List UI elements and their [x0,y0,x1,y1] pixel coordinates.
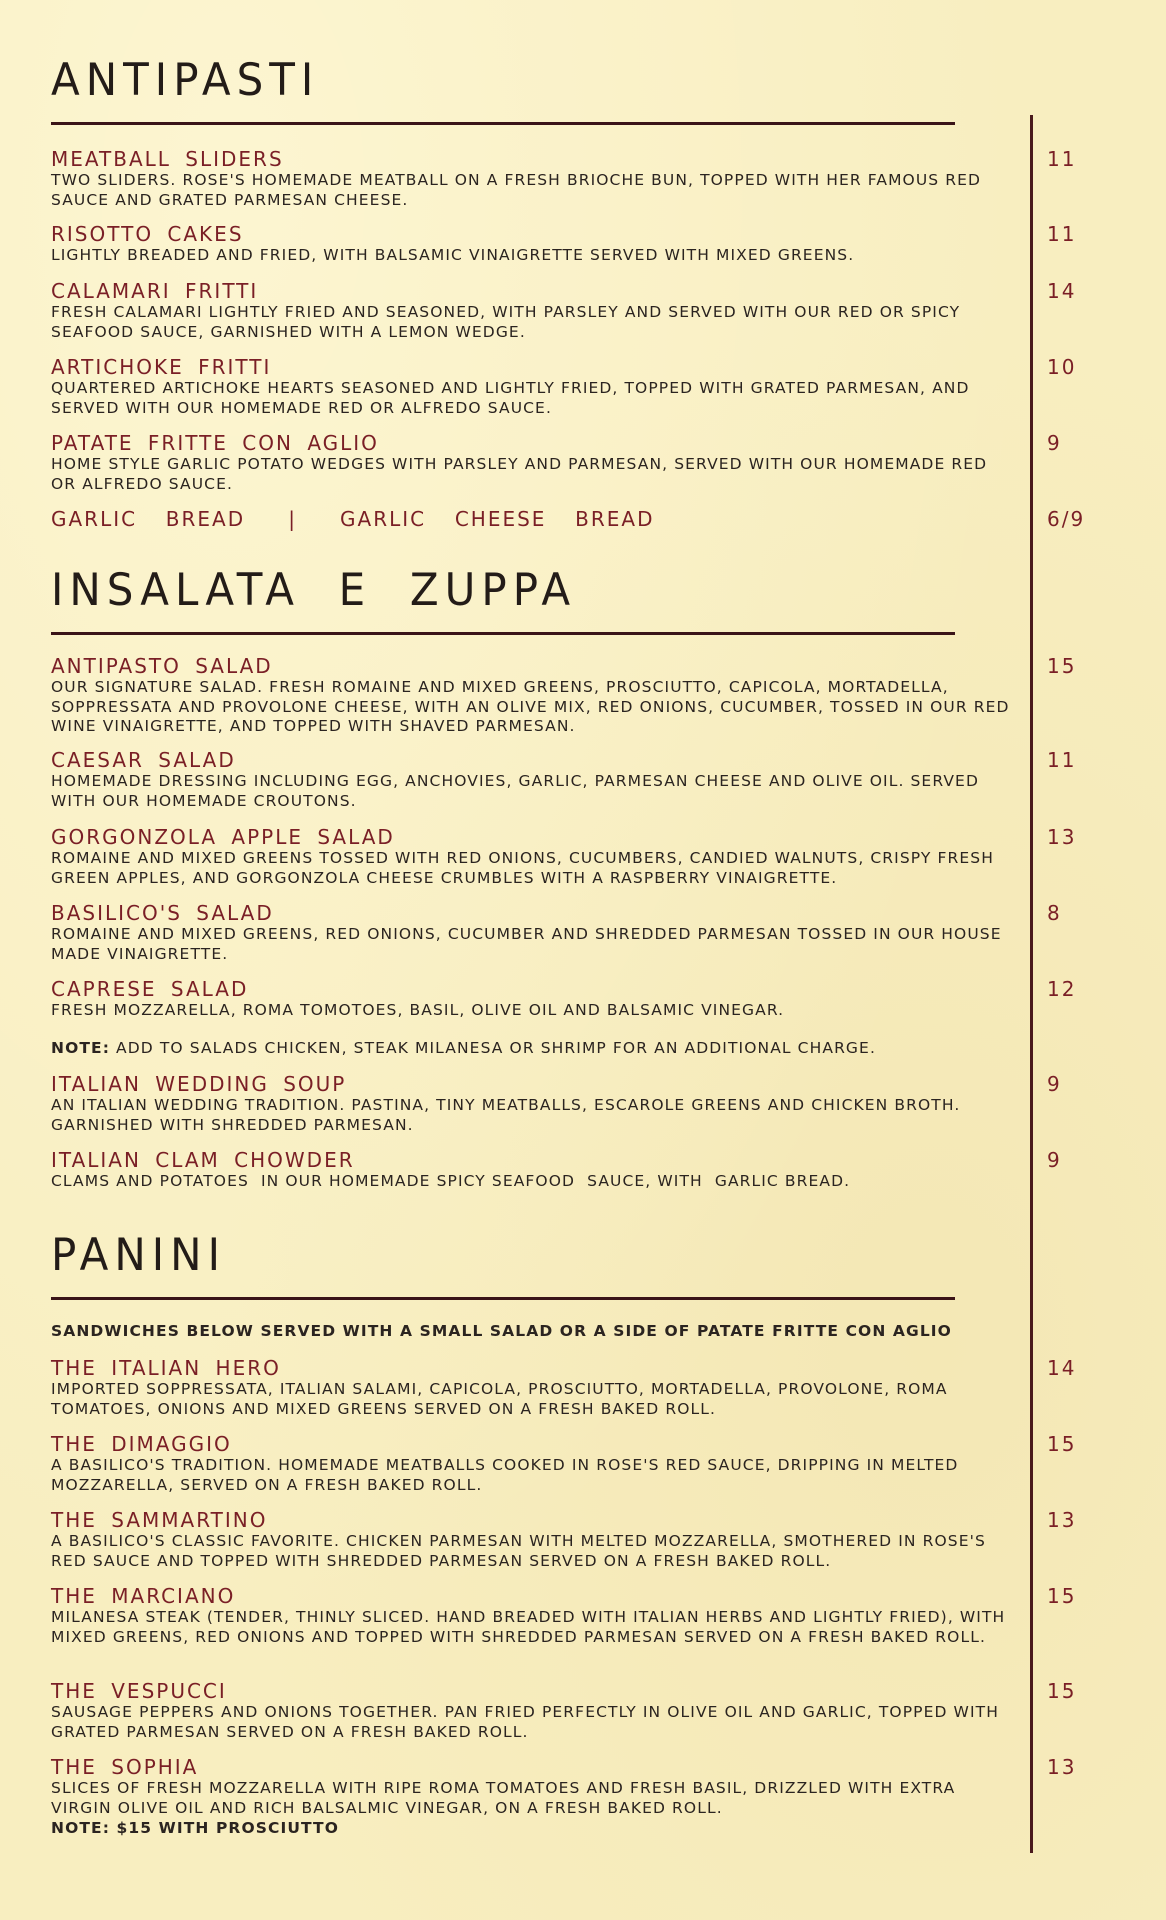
section-title-panini: PANINI [51,1228,226,1281]
section-antipasti [51,53,1151,125]
item-description: OUR SIGNATURE SALAD. FRESH ROMAINE AND MIXED GREENS, PROSCIUTTO, CAPICOLA, MORTADELLA, SOPPRESSATA AND PROVOLONE CHEESE, WITH AN OLIVE MIX, RED ONIONS, CUCUMBER, TOSSED IN OUR RED WINE VINAIGRETTE, AND TOPPED WITH SHAVED PARMESAN. [51,678,1010,735]
item-description: SLICES OF FRESH MOZZARELLA WITH RIPE ROMA TOMATOES AND FRESH BASIL, DRIZZLED WITH EXTRA VIRGIN OLIVE OIL AND RICH BALSALMIC VINEGAR, ON A FRESH BAKED ROLL. [51,1779,956,1817]
item-price: 12 [1047,977,1077,1001]
item-name: BASILICO'S SALAD [51,901,274,925]
item-description: A BASILICO'S TRADITION. HOMEMADE MEATBALLS COOKED IN ROSE'S RED SAUCE, DRIPPING IN MELTED MOZZARELLA, SERVED ON A FRESH BAKED ROLL. [51,1456,959,1494]
item-description: AN ITALIAN WEDDING TRADITION. PASTINA, TINY MEATBALLS, ESCAROLE GREENS AND CHICKEN BROTH. GARNISHED WITH SHREDDED PARMESAN. [51,1096,961,1134]
section-rule [51,122,955,125]
item-price: 13 [1047,1508,1077,1532]
item-name: MEATBALL SLIDERS [51,147,284,171]
item-price: 10 [1047,355,1077,379]
salad-note [51,1039,1031,1057]
item-name: THE DIMAGGIO [51,1432,232,1456]
item-name: ITALIAN CLAM CHOWDER [51,1148,355,1172]
menu-item [51,1679,1151,1742]
menu-item [51,1755,1151,1838]
item-price: 14 [1047,1356,1077,1380]
item-price: 8 [1047,901,1062,925]
item-description: FRESH CALAMARI LIGHTLY FRIED AND SEASONED, WITH PARSLEY AND SERVED WITH OUR RED OR SPICY SEAFOOD SAUCE, GARNISHED WITH A LEMON WEDGE. [51,303,961,341]
menu-item [51,1148,1151,1192]
item-price: 15 [1047,654,1077,678]
item-price: 13 [1047,1755,1077,1779]
item-description: ROMAINE AND MIXED GREENS, RED ONIONS, CUCUMBER AND SHREDDED PARMESAN TOSSED IN OUR HOUSE MADE VINAIGRETTE. [51,925,1002,963]
item-price: 11 [1047,748,1077,772]
item-price: 6/9 [1047,507,1086,531]
menu-item [51,1584,1151,1647]
menu-item [51,1072,1151,1135]
item-name: RISOTTO CAKES [51,222,244,246]
item-price: 15 [1047,1679,1077,1703]
item-name: THE SAMMARTINO [51,1508,268,1532]
menu-item [51,654,1151,737]
note-text: ADD TO SALADS CHICKEN, STEAK MILANESA OR SHRIMP FOR AN ADDITIONAL CHARGE. [110,1039,876,1057]
item-name: ITALIAN WEDDING SOUP [51,1072,347,1096]
note-label: NOTE: [51,1039,111,1057]
sophia-note: NOTE: $15 WITH PROSCIUTTO [51,1819,340,1837]
item-description: QUARTERED ARTICHOKE HEARTS SEASONED AND LIGHTLY FRIED, TOPPED WITH GRATED PARMESAN, AND SERVED WITH OUR HOMEMADE RED OR ALFREDO SAUCE. [51,379,970,417]
section-insalata [51,563,1151,635]
item-description: A BASILICO'S CLASSIC FAVORITE. CHICKEN PARMESAN WITH MELTED MOZZARELLA, SMOTHERED IN ROSE'S RED SAUCE AND TOPPED WITH SHREDDED PARMESAN SERVED ON A FRESH BAKED ROLL. [51,1532,986,1570]
menu-item [51,977,1151,1021]
panini-subtitle: SANDWICHES BELOW SERVED WITH A SMALL SALAD OR A SIDE OF PATATE FRITTE CON AGLIO [51,1322,952,1340]
item-name: CAESAR SALAD [51,748,236,772]
item-name: THE MARCIANO [51,1584,236,1608]
menu-item [51,1356,1151,1419]
item-price: 9 [1047,1072,1062,1096]
menu-item [51,279,1151,342]
section-title-antipasti: ANTIPASTI [51,53,320,106]
item-price: 11 [1047,147,1077,171]
item-description: TWO SLIDERS. ROSE'S HOMEMADE MEATBALL ON A FRESH BRIOCHE BUN, TOPPED WITH HER FAMOUS RED SAUCE AND GRATED PARMESAN CHEESE. [51,171,982,209]
item-price: 13 [1047,825,1077,849]
section-rule [51,1297,955,1300]
item-description: MILANESA STEAK (TENDER, THINLY SLICED. HAND BREADED WITH ITALIAN HERBS AND LIGHTLY FRIED), WITH MIXED GREENS, RED ONIONS AND TOPPED WITH SHREDDED PARMESAN SERVED ON A FRESH BAKED ROLL. [51,1608,1006,1646]
item-name: CALAMARI FRITTI [51,279,259,303]
item-description: LIGHTLY BREADED AND FRIED, WITH BALSAMIC VINAIGRETTE SERVED WITH MIXED GREENS. [51,246,855,264]
item-description: SAUSAGE PEPPERS AND ONIONS TOGETHER. PAN FRIED PERFECTLY IN OLIVE OIL AND GARLIC, TOPPED WITH GRATED PARMESAN SERVED ON A FRESH BAKED ROLL. [51,1703,999,1741]
section-rule [51,632,955,635]
item-name: ARTICHOKE FRITTI [51,355,272,379]
menu-item [51,507,1151,531]
menu-item [51,355,1151,418]
menu-item [51,1508,1151,1571]
section-title-insalata: INSALATA E ZUPPA [51,563,577,616]
menu-item [51,431,1151,494]
menu-item [51,1432,1151,1495]
menu-item [51,748,1151,811]
item-price: 15 [1047,1584,1077,1608]
item-description: CLAMS AND POTATOES IN OUR HOMEMADE SPICY SEAFOOD SAUCE, WITH GARLIC BREAD. [51,1172,851,1190]
item-name: PATATE FRITTE CON AGLIO [51,431,379,455]
section-panini [51,1228,1151,1300]
item-name: CAPRESE SALAD [51,977,249,1001]
item-description: ROMAINE AND MIXED GREENS TOSSED WITH RED ONIONS, CUCUMBERS, CANDIED WALNUTS, CRISPY FRESH GREEN APPLES, AND GORGONZOLA CHEESE CRUMBLES WITH A RASPBERRY VINAIGRETTE. [51,849,994,887]
item-price: 9 [1047,1148,1062,1172]
item-name: ANTIPASTO SALAD [51,654,273,678]
menu-item [51,147,1151,210]
item-price: 9 [1047,431,1062,455]
item-name: THE VESPUCCI [51,1679,227,1703]
menu-item [51,901,1151,964]
item-name: GARLIC BREAD | GARLIC CHEESE BREAD [51,507,655,531]
item-name: GORGONZOLA APPLE SALAD [51,825,395,849]
item-description: FRESH MOZZARELLA, ROMA TOMOTOES, BASIL, OLIVE OIL AND BALSAMIC VINEGAR. [51,1001,785,1019]
menu-item [51,825,1151,888]
item-price: 14 [1047,279,1077,303]
item-description: HOME STYLE GARLIC POTATO WEDGES WITH PARSLEY AND PARMESAN, SERVED WITH OUR HOMEMADE RED OR ALFREDO SAUCE. [51,455,988,493]
item-price: 15 [1047,1432,1077,1456]
item-description: IMPORTED SOPPRESSATA, ITALIAN SALAMI, CAPICOLA, PROSCIUTTO, MORTADELLA, PROVOLONE, ROMA TOMATOES, ONIONS AND MIXED GREENS SERVED ON A FRESH BAKED ROLL. [51,1380,948,1418]
item-description: HOMEMADE DRESSING INCLUDING EGG, ANCHOVIES, GARLIC, PARMESAN CHEESE AND OLIVE OIL. SERVED WITH OUR HOMEMADE CROUTONS. [51,772,979,810]
item-name: THE SOPHIA [51,1755,199,1779]
item-name: THE ITALIAN HERO [51,1356,281,1380]
item-price: 11 [1047,222,1077,246]
menu-item [51,222,1151,266]
